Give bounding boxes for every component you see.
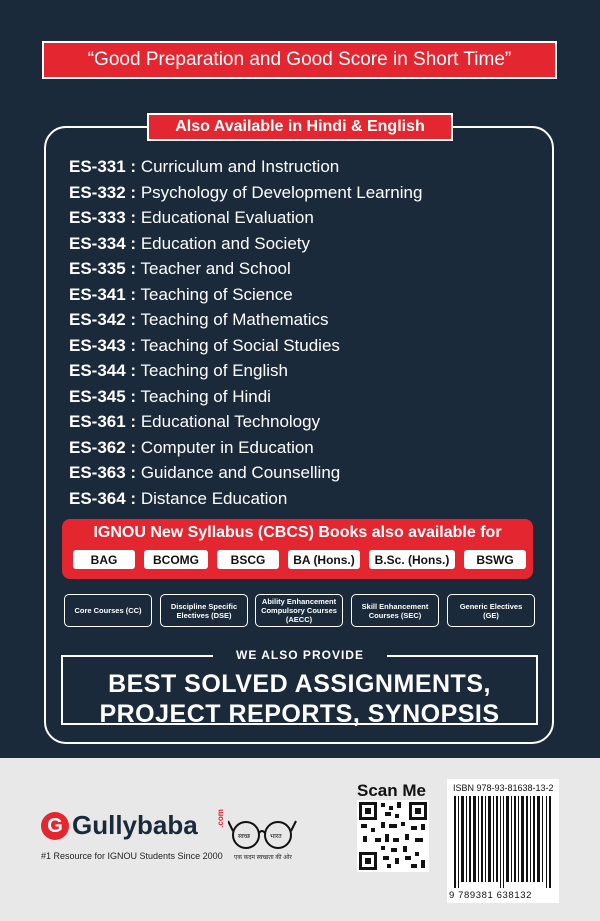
programme-badge: BSWG	[464, 550, 526, 569]
list-item: ES-344 : Teaching of English	[69, 361, 288, 380]
services-label: WE ALSO PROVIDE	[213, 645, 387, 665]
list-item: ES-345 : Teaching of Hindi	[69, 386, 271, 406]
syllabus-title: IGNOU New Syllabus (CBCS) Books also available for	[93, 524, 502, 541]
list-item: ES-333 : Educational Evaluation	[69, 208, 314, 227]
programme-badge: B.Sc. (Hons.)	[369, 550, 455, 569]
programme-badge: BA (Hons.)	[288, 550, 360, 569]
course-type-badge: Skill Enhancement Courses (SEC)	[351, 594, 439, 627]
list-item: ES-342 : Teaching of Mathematics	[69, 310, 329, 329]
isbn-label: ISBN 978-93-81638-13-2	[453, 783, 554, 793]
programme-badge: BAG	[73, 550, 135, 569]
svg-text:स्वच्छ: स्वच्छ	[238, 834, 251, 840]
brand-name: Gullybaba	[72, 810, 198, 840]
programme-badge: BCOMG	[144, 550, 208, 569]
course-list	[69, 154, 422, 511]
barcode	[452, 796, 554, 888]
brand-logo-icon: G	[41, 812, 69, 840]
brand-domain: .com	[215, 809, 225, 828]
course-type-badge: Ability Enhancement Compulsory Courses (AECC)	[255, 594, 343, 627]
list-item: ES-332 : Psychology of Development Learning	[69, 182, 423, 202]
course-type-badge: Core Courses (CC)	[64, 594, 152, 627]
list-item: ES-362 : Computer in Education	[69, 437, 314, 457]
scan-label: Scan Me	[357, 781, 426, 800]
list-item: ES-334 : Education and Society	[69, 233, 310, 253]
list-item: ES-364 : Distance Education	[69, 488, 288, 508]
tagline-banner: “Good Preparation and Good Score in Short Time”	[42, 41, 557, 79]
list-item: ES-363 : Guidance and Counselling	[69, 463, 341, 482]
list-item: ES-341 : Teaching of Science	[69, 284, 293, 304]
brand-subtitle: #1 Resource for IGNOU Students Since 2000	[41, 851, 223, 861]
list-item: ES-343 : Teaching of Social Studies	[69, 335, 340, 355]
course-type-badge: Discipline Specific Electives (DSE)	[160, 594, 248, 627]
services-line-1: BEST SOLVED ASSIGNMENTS,	[108, 670, 491, 698]
list-item: ES-331 : Curriculum and Instruction	[69, 157, 340, 176]
syllabus-banner	[62, 519, 533, 579]
barcode-digits: 9 789381 638132	[449, 890, 532, 901]
swachh-bharat-glasses-icon	[228, 817, 298, 851]
availability-banner: Also Available in Hindi & English	[147, 113, 453, 141]
swachh-tagline: एक कदम स्वच्छता की ओर	[234, 855, 292, 861]
course-type-badge: Generic Electives (GE)	[447, 594, 535, 627]
qr-code[interactable]	[357, 800, 429, 872]
list-item: ES-335 : Teacher and School	[69, 259, 291, 278]
programme-badge: BSCG	[217, 550, 279, 569]
services-line-2: PROJECT REPORTS, SYNOPSIS	[99, 700, 500, 728]
svg-text:भारत: भारत	[270, 834, 282, 840]
list-item: ES-361 : Educational Technology	[69, 412, 321, 431]
